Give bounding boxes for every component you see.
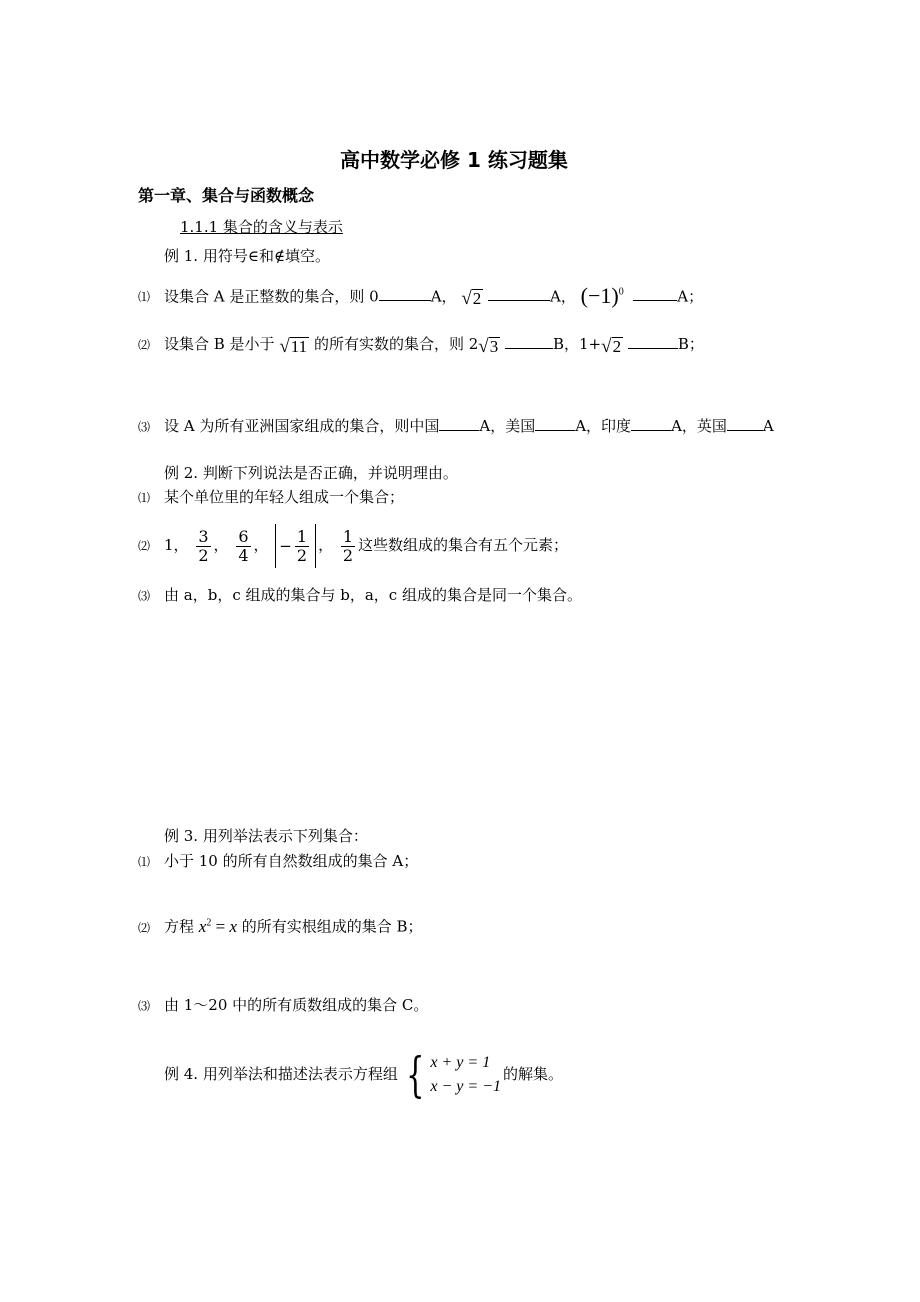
- equation-system: [400, 1047, 501, 1103]
- answer-blank[interactable]: [633, 286, 677, 301]
- chapter-heading: 第一章、集合与函数概念: [138, 186, 315, 205]
- power-expression: $(-1)^0$: [580, 283, 624, 309]
- number-one: 1，: [164, 536, 189, 554]
- question-text: 的所有实根组成的集合 B；: [241, 917, 423, 936]
- question-text: 的所有实数的集合，则 2: [313, 335, 479, 353]
- question-number: ⑶: [138, 999, 151, 1013]
- set-label: A: [762, 417, 774, 435]
- question-number: ⑵: [138, 920, 151, 935]
- question-text: 例 4. 用列举法和描述法表示方程组: [164, 1065, 398, 1083]
- question-number: ⑴: [138, 855, 151, 869]
- question-number: ⑶: [138, 420, 151, 434]
- example-3-question-1: [138, 851, 418, 872]
- example-3-question-3: [138, 995, 428, 1016]
- example-2-question-3: [138, 585, 582, 606]
- question-number: ⑵: [138, 539, 151, 553]
- equation: $x^2 = x$: [198, 916, 237, 936]
- fraction-6-4: $\frac{6}{4}$: [238, 526, 249, 565]
- answer-blank[interactable]: [488, 286, 550, 301]
- question-number: ⑴: [138, 491, 151, 505]
- set-label: A，: [550, 287, 576, 306]
- left-brace-icon: {: [405, 1047, 425, 1103]
- sqrt-expression: √ 3: [478, 336, 499, 357]
- answer-blank[interactable]: [535, 416, 575, 431]
- question-text: 设 A 为所有亚洲国家组成的集合，则中国: [164, 417, 440, 435]
- question-text: 的解集。: [503, 1065, 564, 1083]
- question-text: 由 a，b，c 组成的集合与 b，a，c 组成的集合是同一个集合。: [164, 586, 582, 604]
- example-3-question-2: [138, 913, 423, 938]
- sqrt-expression: √ 2: [601, 336, 622, 357]
- page-title: 高中数学必修 1 练习题集: [340, 148, 568, 172]
- example-1-question-1: [138, 283, 703, 308]
- set-label: A；: [677, 287, 704, 306]
- question-text: 小于 10 的所有自然数组成的集合 A；: [164, 852, 419, 870]
- question-number: ⑴: [138, 290, 151, 305]
- example-3-stem: 例 3. 用列举法表示下列集合：: [164, 827, 368, 845]
- absolute-value: − $\frac{1}{2}$: [275, 524, 316, 568]
- fraction-3-2: $\frac{3}{2}$: [198, 526, 209, 565]
- set-label: A，: [430, 287, 457, 306]
- question-text: 这些数组成的集合有五个元素；: [358, 536, 569, 554]
- example-2-question-2: ⑵ 1， $\frac{3}{2}$ ， $\frac{6}{4}$ ， − $\frac{1}{2}$ ， $\frac{1}{2}$ 这些数组成的集合有五个元素；: [138, 520, 568, 570]
- answer-blank[interactable]: [727, 416, 763, 431]
- sqrt-expression: √ 11: [279, 336, 308, 357]
- question-number: ⑶: [138, 589, 151, 603]
- question-text: 某个单位里的年轻人组成一个集合；: [164, 488, 405, 506]
- question-text: 设集合 B 是小于: [164, 335, 275, 353]
- set-label: A，美国: [479, 417, 536, 435]
- example-1-stem: 例 1. 用符号∈和∉填空。: [164, 247, 331, 265]
- example-2-question-1: [138, 487, 404, 508]
- fraction-1-2: $\frac{1}{2}$: [342, 526, 354, 565]
- section-heading: 1.1.1 集合的含义与表示: [180, 218, 343, 236]
- set-label: B；: [677, 335, 704, 353]
- answer-blank[interactable]: [439, 416, 479, 431]
- set-label: A，英国: [671, 417, 727, 435]
- question-text: 方程: [164, 917, 195, 936]
- question-text: 设集合 A 是正整数的集合，则 0: [164, 287, 379, 306]
- equation-2: x − y = −1: [430, 1078, 501, 1095]
- set-label: B，1+: [552, 335, 602, 353]
- example-1-question-3: [138, 416, 774, 437]
- question-text: 由 1～20 中的所有质数组成的集合 C。: [164, 996, 429, 1014]
- answer-blank[interactable]: [379, 286, 431, 301]
- example-1-question-2: [138, 334, 704, 356]
- example-4: [164, 1046, 563, 1102]
- fraction-1-2: $\frac{1}{2}$: [296, 526, 308, 565]
- sqrt-expression: √ 2: [461, 288, 482, 310]
- example-2-stem: 例 2. 判断下列说法是否正确，并说明理由。: [164, 464, 458, 482]
- answer-blank[interactable]: [505, 334, 553, 349]
- set-label: A，印度: [575, 417, 632, 435]
- question-number: ⑵: [138, 338, 151, 352]
- answer-blank[interactable]: [631, 416, 671, 431]
- equation-1: x + y = 1: [430, 1054, 491, 1071]
- answer-blank[interactable]: [628, 334, 678, 349]
